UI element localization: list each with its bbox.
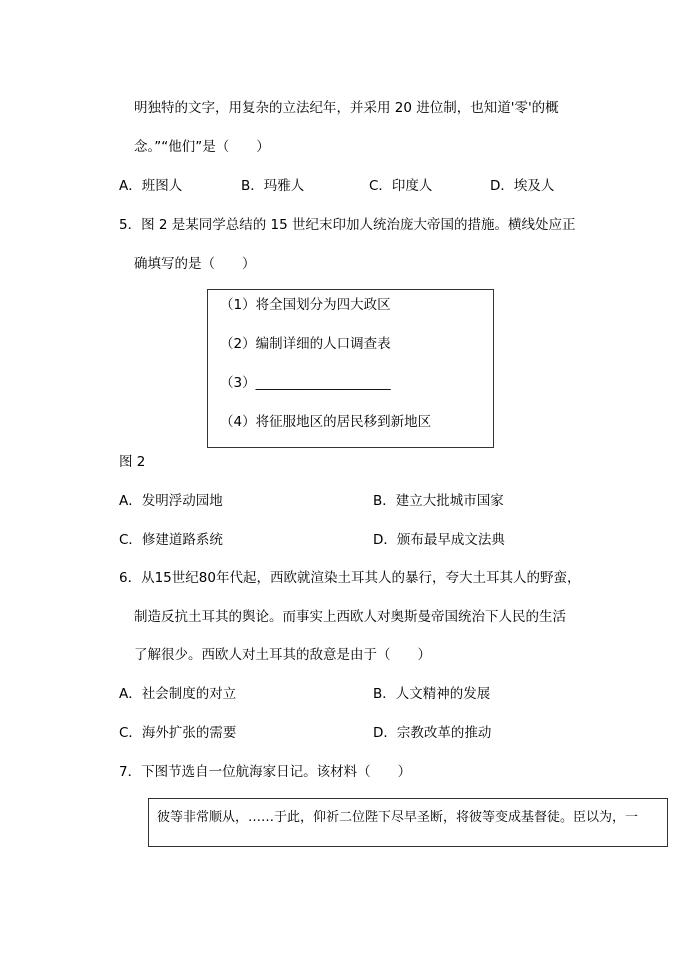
q6-stem-line-2: 制造反抗土耳其的舆论。而事实上西欧人对奥斯曼帝国统治下人民的生活 xyxy=(134,609,566,625)
q6-stem-line-3: 了解很少。西欧人对土耳其的敌意是由于（ ） xyxy=(134,647,431,663)
q4-option-a: A．班图人 xyxy=(119,178,183,194)
q7-quote-text: 彼等非常顺从，……于此，仰祈二位陛下尽早圣断，将彼等变成基督徒。臣以为，一 xyxy=(157,810,639,825)
q6-option-b: B．人文精神的发展 xyxy=(373,686,491,702)
q5-option-a: A．发明浮动园地 xyxy=(119,493,223,509)
q5-figure-box xyxy=(207,289,494,448)
q4-option-c: C．印度人 xyxy=(369,178,433,194)
q5-box-item-3-blank: （3）____________________ xyxy=(220,375,391,391)
q5-box-item-4: （4）将征服地区的居民移到新地区 xyxy=(220,414,432,430)
q4-text-line-1: 明独特的文字，用复杂的立法纪年，并采用 20 进位制，也知道'零'的概 xyxy=(134,100,559,116)
q5-box-item-2: （2）编制详细的人口调查表 xyxy=(220,336,391,352)
q5-stem-line-2: 确填写的是（ ） xyxy=(134,256,256,272)
q5-figure-label: 图 2 xyxy=(119,454,146,470)
q4-text-line-2: 念。”“他们”是（ ） xyxy=(134,139,270,155)
q4-option-b: B．玛雅人 xyxy=(241,178,305,194)
q6-option-d: D．宗教改革的推动 xyxy=(373,725,492,741)
q6-option-c: C．海外扩张的需要 xyxy=(119,725,237,741)
q5-option-b: B．建立大批城市国家 xyxy=(373,493,504,509)
q5-option-c: C．修建道路系统 xyxy=(119,532,223,548)
q7-quote-box xyxy=(148,798,668,847)
q5-option-d: D．颁布最早成文法典 xyxy=(373,532,505,548)
q5-box-item-1: （1）将全国划分为四大政区 xyxy=(220,297,391,313)
q6-option-a: A．社会制度的对立 xyxy=(119,686,237,702)
q5-stem-line-1: 5．图 2 是某同学总结的 15 世纪末印加人统治庞大帝国的措施。横线处应正 xyxy=(119,217,576,233)
q6-stem-line-1: 6．从15世纪80年代起，西欧就渲染土耳其人的暴行，夸大土耳其人的野蛮， xyxy=(119,570,581,586)
q4-option-d: D．埃及人 xyxy=(490,178,555,194)
q7-stem-line-1: 7．下图节选自一位航海家日记。该材料（ ） xyxy=(119,764,412,780)
